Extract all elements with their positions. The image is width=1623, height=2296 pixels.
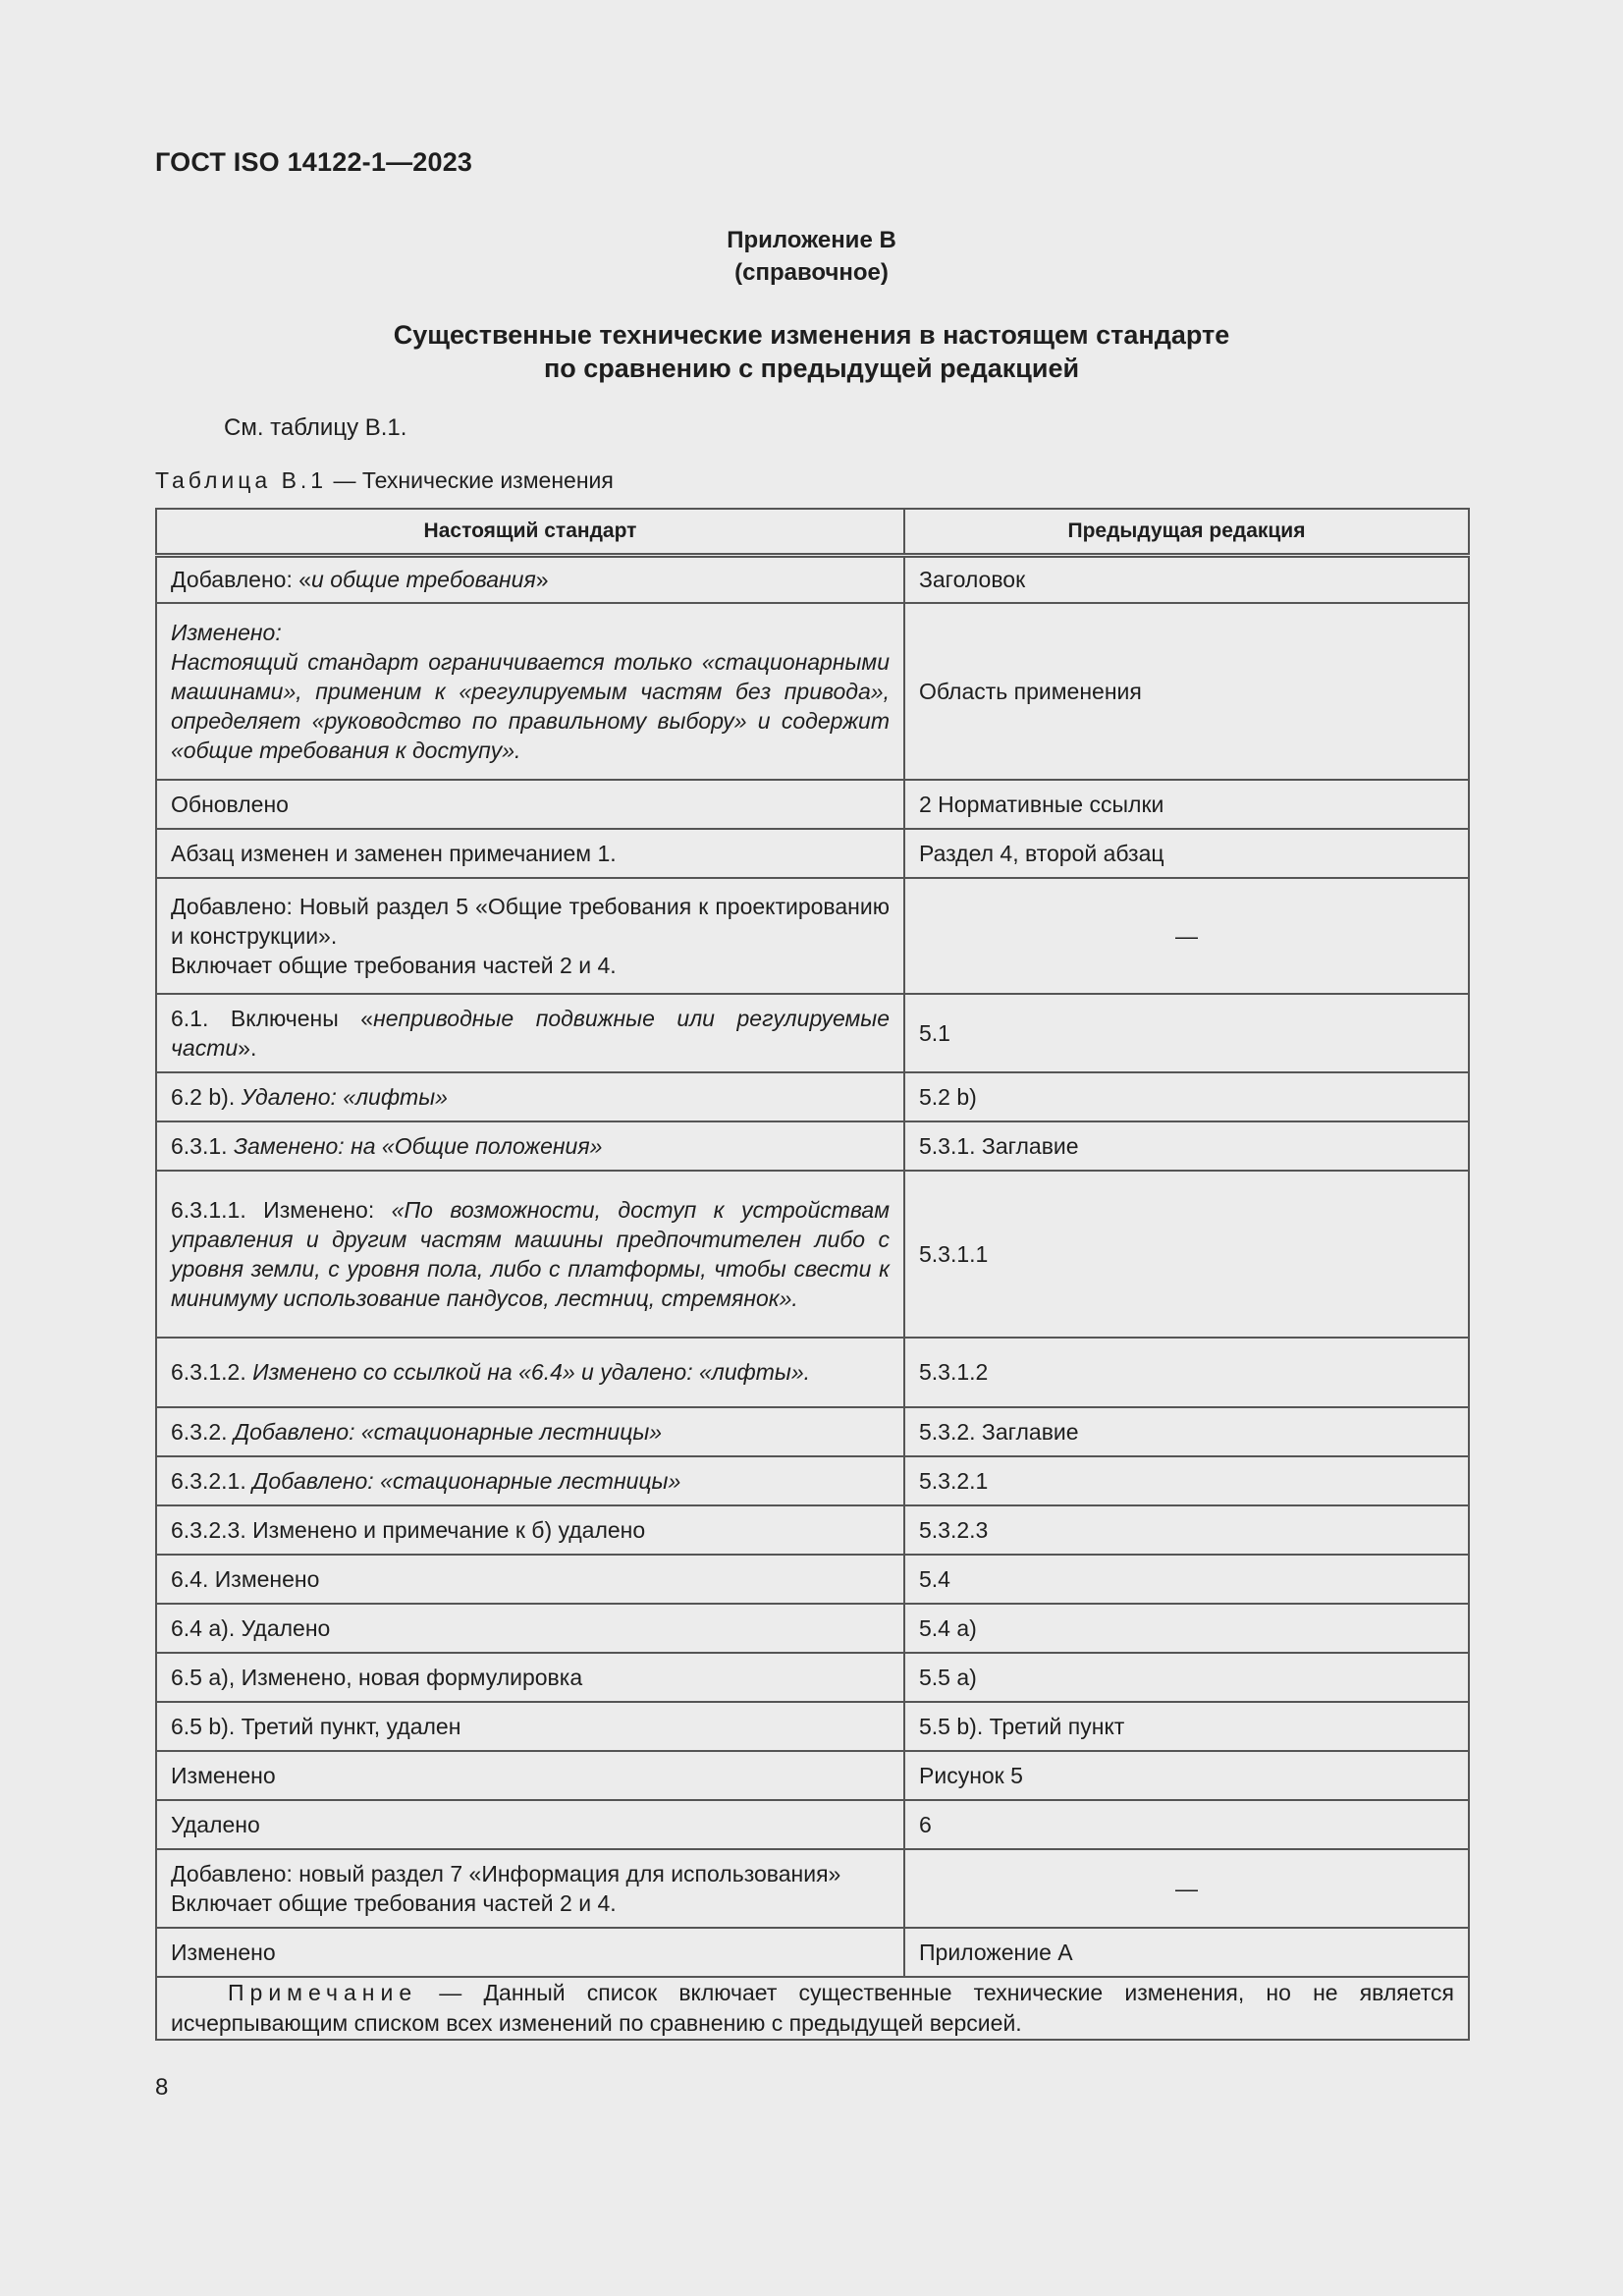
previous-edition-cell: 5.5 b). Третий пункт	[904, 1702, 1469, 1751]
previous-edition-cell: 5.3.1.2	[904, 1338, 1469, 1407]
cell-text-segment: неприводные подвижные или регулируемые части	[171, 1005, 890, 1061]
current-standard-cell	[156, 1338, 904, 1407]
current-standard-cell	[156, 1928, 904, 1977]
appendix-heading	[0, 224, 1623, 289]
table-row	[156, 1604, 1469, 1653]
cell-text-segment: 6.3.2.3. Изменено и примечание к б) удалено	[171, 1516, 646, 1543]
table-row	[156, 1928, 1469, 1977]
cell-text-segment: Добавлено: «стационарные лестницы»	[252, 1467, 681, 1494]
section-title	[0, 318, 1623, 385]
previous-edition-cell: 5.3.1.1	[904, 1171, 1469, 1338]
table-row	[156, 603, 1469, 780]
cell-text-segment: »	[535, 567, 549, 593]
table-row	[156, 829, 1469, 878]
table-row	[156, 994, 1469, 1072]
previous-edition-cell: Заголовок	[904, 556, 1469, 603]
previous-edition-cell: 6	[904, 1800, 1469, 1849]
current-standard-cell	[156, 556, 904, 603]
cell-text-segment: Настоящий стандарт ограничивается только «стационарными машинами», применим к «регулируемым частям без привода», определяет «руководство по правильному выбору» и содержит «общие требования к доступу».	[171, 648, 890, 763]
table-row	[156, 1800, 1469, 1849]
current-standard-cell	[156, 1800, 904, 1849]
previous-edition-cell: Рисунок 5	[904, 1751, 1469, 1800]
column-header-previous: Предыдущая редакция	[904, 509, 1469, 556]
table-row	[156, 1338, 1469, 1407]
cell-text-segment: 6.1. Включены «	[171, 1005, 374, 1031]
previous-edition-cell: Область применения	[904, 603, 1469, 780]
table-row	[156, 1653, 1469, 1702]
previous-edition-cell: 5.2 b)	[904, 1072, 1469, 1121]
table-row	[156, 1849, 1469, 1928]
cell-text-segment: Добавлено: «стационарные лестницы»	[233, 1418, 663, 1445]
appendix-subtitle: (справочное)	[734, 259, 889, 286]
table-row	[156, 1505, 1469, 1555]
previous-edition-cell: 5.3.2. Заглавие	[904, 1407, 1469, 1456]
table-row	[156, 1407, 1469, 1456]
cell-text-segment: 6.2 b).	[171, 1083, 242, 1110]
table-caption-text: — Технические изменения	[327, 467, 614, 493]
current-standard-cell	[156, 1456, 904, 1505]
previous-edition-cell: 5.5 a)	[904, 1653, 1469, 1702]
current-standard-cell	[156, 878, 904, 994]
cell-text-segment: 6.4 a). Удалено	[171, 1614, 331, 1641]
current-standard-cell	[156, 1604, 904, 1653]
previous-edition-cell: 5.4 a)	[904, 1604, 1469, 1653]
document-id: ГОСТ ISO 14122-1—2023	[155, 147, 473, 177]
previous-edition-cell: 5.3.2.1	[904, 1456, 1469, 1505]
current-standard-cell	[156, 1407, 904, 1456]
column-header-current: Настоящий стандарт	[156, 509, 904, 556]
table-note-row	[156, 1977, 1469, 2040]
cell-text-segment: 6.3.1.2.	[171, 1359, 253, 1385]
cell-text-segment: Удалено	[171, 1811, 260, 1837]
current-standard-cell	[156, 994, 904, 1072]
cell-text-segment: Изменено	[171, 1762, 276, 1788]
previous-edition-cell: 5.4	[904, 1555, 1469, 1604]
cell-text-segment: Удалено: «лифты»	[241, 1083, 448, 1110]
cell-text-segment: 6.4. Изменено	[171, 1565, 320, 1592]
current-standard-cell	[156, 1121, 904, 1171]
section-title-line-2: по сравнению с предыдущей редакцией	[543, 354, 1080, 383]
current-standard-cell	[156, 1653, 904, 1702]
cell-text-segment: Изменено	[171, 1939, 276, 1965]
current-standard-cell	[156, 1555, 904, 1604]
cell-text-segment: ».	[238, 1034, 257, 1061]
table-row	[156, 1555, 1469, 1604]
current-standard-cell	[156, 780, 904, 829]
current-standard-cell	[156, 1505, 904, 1555]
previous-edition-cell: 2 Нормативные ссылки	[904, 780, 1469, 829]
current-standard-cell	[156, 1171, 904, 1338]
cell-text-segment: Добавлено: «	[171, 567, 312, 593]
cell-text-segment: 6.3.2.	[171, 1418, 234, 1445]
cell-text-segment: Включает общие требования частей 2 и 4.	[171, 1889, 617, 1916]
cell-text-segment: Заменено: на «Общие положения»	[233, 1132, 603, 1159]
intro-paragraph: См. таблицу В.1.	[224, 414, 407, 441]
cell-text-segment: Абзац изменен и заменен примечанием 1.	[171, 840, 617, 866]
previous-edition-cell: Раздел 4, второй абзац	[904, 829, 1469, 878]
current-standard-cell	[156, 1849, 904, 1928]
cell-text-segment: и общие требования	[311, 567, 536, 593]
cell-text-segment: 6.3.1.1. Изменено:	[171, 1196, 392, 1223]
cell-text-segment: 6.3.1.	[171, 1132, 234, 1159]
cell-text-segment: Добавлено: новый раздел 7 «Информация для использования»	[171, 1860, 841, 1886]
previous-edition-cell: —	[904, 878, 1469, 994]
changes-table	[155, 508, 1470, 2041]
page-number: 8	[155, 2074, 169, 2101]
current-standard-cell	[156, 829, 904, 878]
table-row	[156, 1072, 1469, 1121]
table-row	[156, 1751, 1469, 1800]
table-caption	[155, 467, 614, 494]
table-note	[156, 1977, 1469, 2040]
table-row	[156, 1702, 1469, 1751]
cell-text-segment: 6.3.2.1.	[171, 1467, 253, 1494]
cell-text-segment: 6.5 a), Изменено, новая формулировка	[171, 1664, 583, 1690]
note-label: Примечание	[228, 1979, 418, 2005]
cell-text-segment: «По возможности, доступ к устройствам управления и другим частям машины предпочтителен либо с уровня земли, с уровня пола, либо с платформы, чтобы свести к минимуму использование пандусов, лестниц, стремянок».	[171, 1196, 890, 1311]
table-row	[156, 780, 1469, 829]
cell-text-segment: Обновлено	[171, 791, 289, 817]
current-standard-cell	[156, 1702, 904, 1751]
table-caption-label: Таблица В.1	[155, 467, 328, 493]
previous-edition-cell: 5.3.2.3	[904, 1505, 1469, 1555]
note-text: — Данный список включает существенные технические изменения, но не является исчерпывающим списком всех изменений по сравнению с предыдущей версией.	[171, 1979, 1454, 2036]
table-row	[156, 1456, 1469, 1505]
cell-text-segment: Изменено со ссылкой на «6.4» и удалено: «лифты».	[252, 1359, 811, 1385]
table-row	[156, 556, 1469, 603]
section-title-line-1: Существенные технические изменения в настоящем стандарте	[393, 320, 1230, 350]
appendix-title: Приложение В	[727, 227, 896, 253]
cell-text-segment: Добавлено: Новый раздел 5 «Общие требования к проектированию и конструкции».	[171, 893, 890, 949]
table-body	[156, 556, 1469, 1977]
previous-edition-cell: Приложение А	[904, 1928, 1469, 1977]
cell-text-segment: Включает общие требования частей 2 и 4.	[171, 952, 617, 978]
current-standard-cell	[156, 603, 904, 780]
current-standard-cell	[156, 1751, 904, 1800]
table-row	[156, 1121, 1469, 1171]
cell-text-segment: 6.5 b). Третий пункт, удален	[171, 1713, 461, 1739]
current-standard-cell	[156, 1072, 904, 1121]
previous-edition-cell: 5.1	[904, 994, 1469, 1072]
table-row	[156, 1171, 1469, 1338]
table-header-row	[156, 509, 1469, 556]
table-row	[156, 878, 1469, 994]
cell-text-segment: Изменено:	[171, 619, 282, 645]
previous-edition-cell: —	[904, 1849, 1469, 1928]
previous-edition-cell: 5.3.1. Заглавие	[904, 1121, 1469, 1171]
